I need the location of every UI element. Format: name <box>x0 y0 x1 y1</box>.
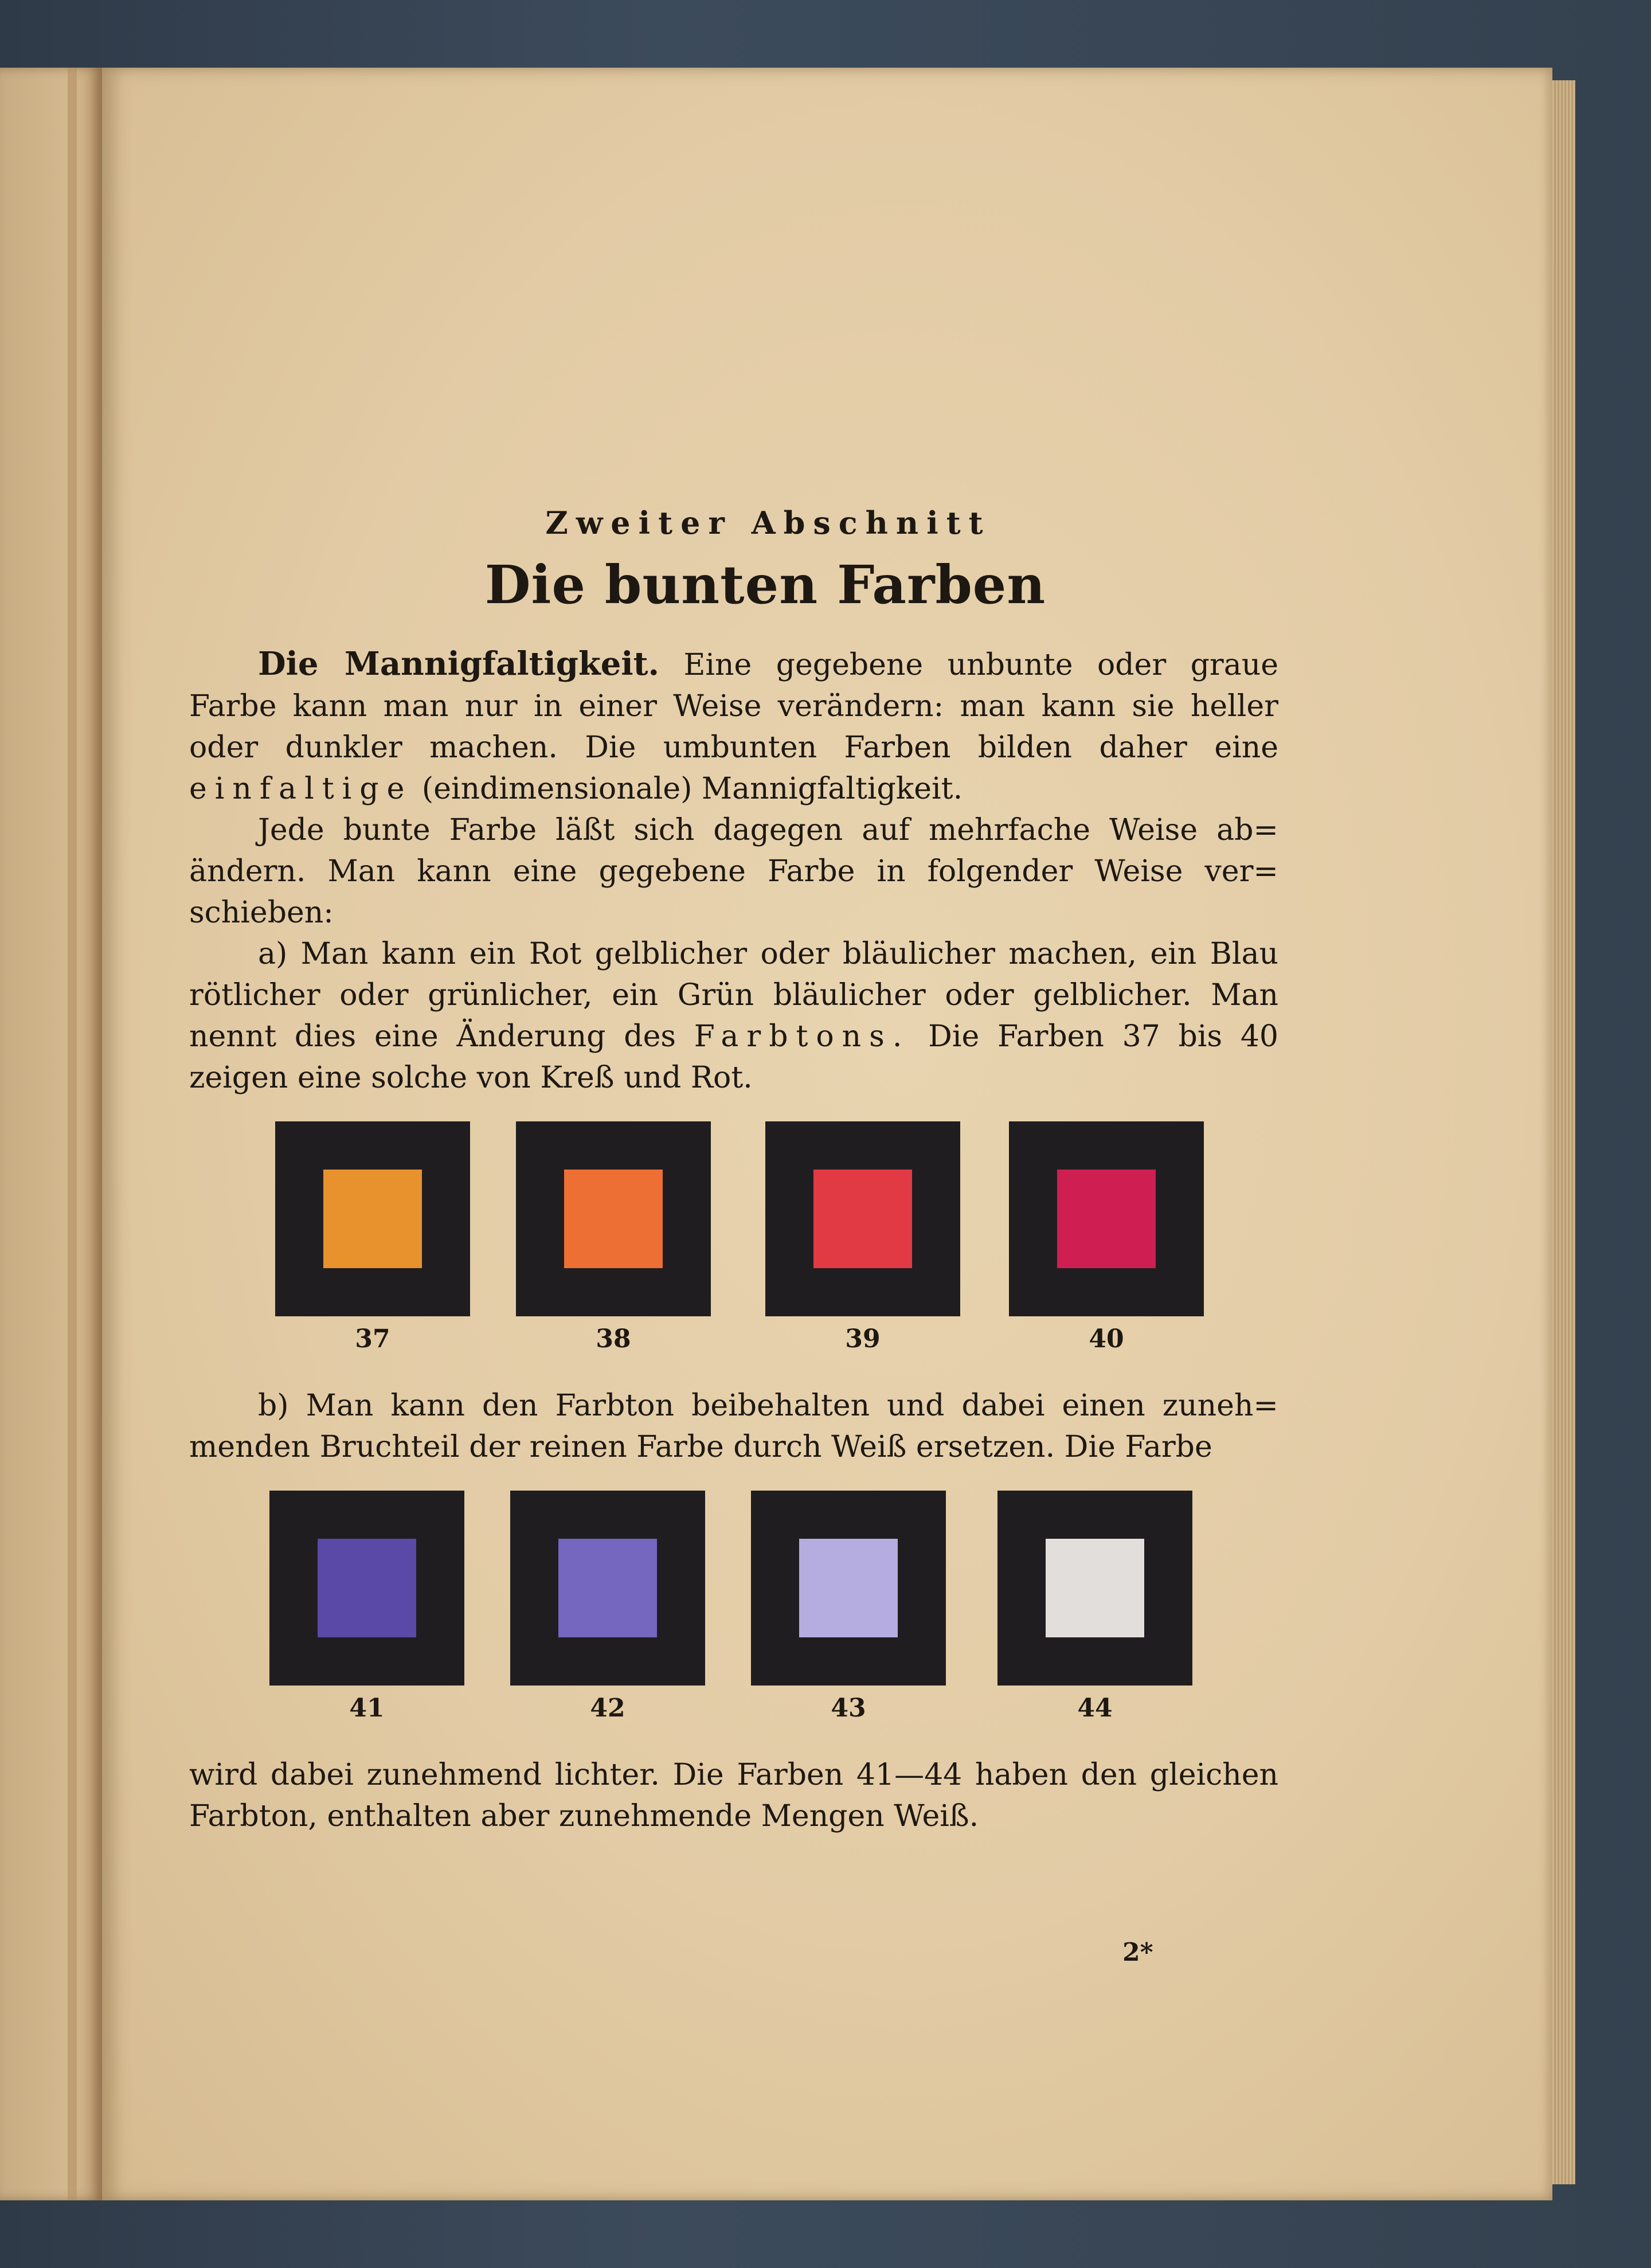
swatch-frame <box>516 1121 711 1316</box>
paragraph-3-spaced: Farbtons. <box>694 1019 910 1054</box>
left-page-edge <box>0 68 102 2200</box>
swatch-number: 43 <box>831 1694 866 1723</box>
swatch-row-hue <box>189 1121 1278 1362</box>
color-chip <box>1046 1539 1144 1637</box>
color-chip <box>799 1539 898 1637</box>
paragraph-4: b) Man kann den Farbton beibehalten und dabei einen zuneh= menden Bruchteil der reinen Farbe durch Weiß ersetzen. Die Farbe <box>189 1389 1278 1464</box>
swatch-number: 42 <box>590 1694 625 1723</box>
swatch-38 <box>516 1121 711 1354</box>
swatch-frame <box>269 1491 464 1686</box>
page-number: 2* <box>1122 1938 1153 1967</box>
section-label: Zweiter Abschnitt <box>545 505 991 541</box>
paragraph-3-text-b: Die Farben 37 bis 40 zeigen eine solche von Kreß und Rot. <box>189 1019 1279 1095</box>
run-in-heading: Die Mannigfaltigkeit. <box>258 645 660 683</box>
paragraph-1 <box>189 643 1278 810</box>
swatch-39 <box>765 1121 960 1354</box>
color-chip <box>558 1539 657 1637</box>
paragraph-1-spaced: einfaltige <box>189 772 413 806</box>
swatch-number: 39 <box>845 1324 881 1354</box>
swatch-43 <box>751 1491 946 1723</box>
swatch-row-white <box>189 1491 1278 1731</box>
swatch-frame <box>275 1121 470 1316</box>
paragraph-3-text-a: a) Man kann ein Rot gelblicher oder bläulicher machen, ein Blau rötlicher oder grünlicher, ein Grün bläulicher oder gelblicher. Man nennt dies eine Änderung des <box>189 937 1278 1054</box>
paragraph-2: Jede bunte Farbe läßt sich dagegen auf mehrfache Weise ab= ändern. Man kann eine gegebene Farbe in folgender Weise ver= schieben: <box>189 813 1278 930</box>
chapter-title: Die bunten Farben <box>484 554 1046 616</box>
paragraph-1-text-a: Eine gegebene unbunte oder graue Farbe kann man nur in einer Weise verändern: man kann sie heller oder dunkler machen. Die umbunten Farben bilden daher eine <box>189 648 1279 765</box>
swatch-number: 38 <box>596 1324 631 1354</box>
color-chip <box>1057 1170 1156 1268</box>
paragraph-3 <box>189 933 1278 1098</box>
swatch-frame <box>997 1491 1192 1686</box>
swatch-number: 37 <box>355 1324 390 1354</box>
swatch-44 <box>997 1491 1192 1723</box>
swatch-number: 44 <box>1077 1694 1113 1723</box>
swatch-frame <box>1009 1121 1204 1316</box>
swatch-40 <box>1009 1121 1204 1354</box>
color-chip <box>813 1170 912 1268</box>
swatch-41 <box>269 1491 464 1723</box>
page-content <box>189 505 1278 1837</box>
color-chip <box>323 1170 422 1268</box>
paragraph-5: wird dabei zunehmend lichter. Die Farben 41—44 haben den gleichen Farbton, enthalten aber zunehmende Mengen Weiß. <box>189 1758 1278 1833</box>
swatch-number: 41 <box>349 1694 385 1723</box>
swatch-37 <box>275 1121 470 1354</box>
paragraph-1-text-b: (eindimensionale) Mannigfaltigkeit. <box>421 772 963 806</box>
swatch-number: 40 <box>1089 1324 1124 1354</box>
color-chip <box>564 1170 663 1268</box>
swatch-frame <box>751 1491 946 1686</box>
page-stack-edge <box>1552 80 1575 2184</box>
swatch-42 <box>510 1491 705 1723</box>
left-page-fold <box>68 68 77 2200</box>
color-chip <box>318 1539 416 1637</box>
swatch-frame <box>765 1121 960 1316</box>
swatch-frame <box>510 1491 705 1686</box>
